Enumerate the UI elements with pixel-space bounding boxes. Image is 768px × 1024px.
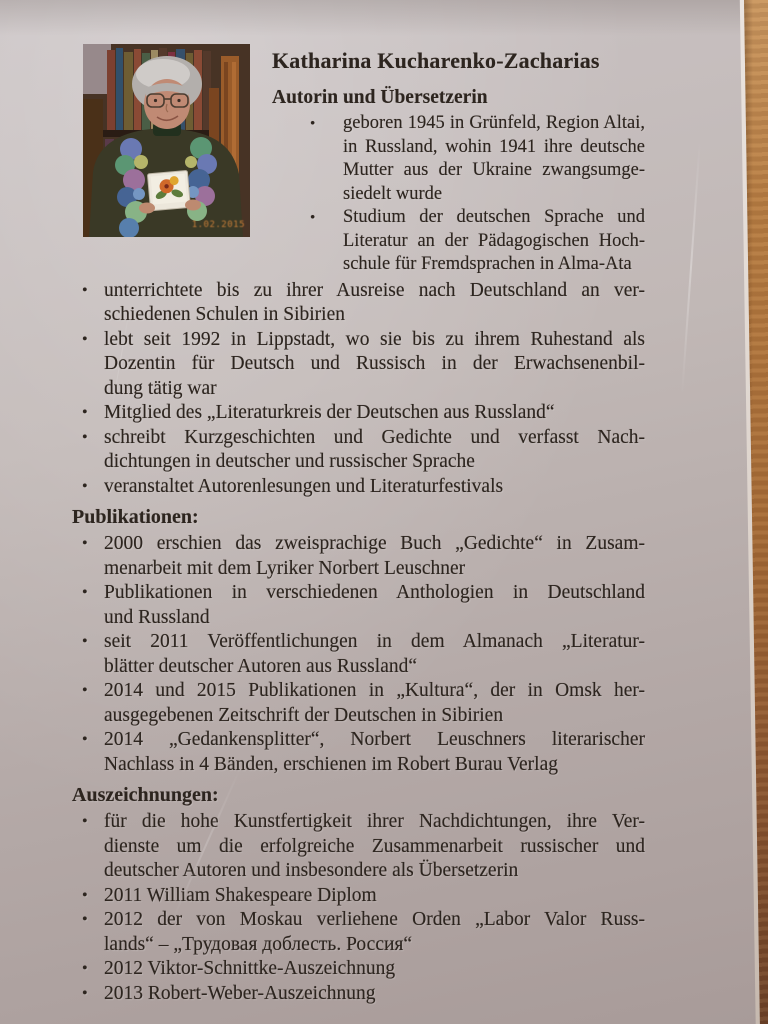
bullet-item [104,328,645,402]
text-line: menarbeit mit dem Lyriker Norbert Leuschner [104,557,466,579]
author-portrait-illustration [83,44,250,237]
text-line: Literatur an der Pädagogischen Hoch- [343,230,645,251]
text-line: • 2012 der von Moskau verliehene Orden „Labor Valor Russ- [104,909,645,930]
text-line: • 2014 und 2015 Publikationen in „Kultura“, der in Omsk her- [104,680,645,701]
scratch-mark [681,140,701,395]
bullet-item [104,279,645,328]
text-line: deutscher Autoren und insbesondere als Übersetzerin [104,860,519,881]
text-line: • veranstaltet Autorenlesungen und Literaturfestivals [104,475,504,497]
bio-list-wide [72,279,645,500]
text-line: Dozentin für Deutsch und Russisch in der Erwachsenenbil- [104,353,645,374]
section-title: Auszeichnungen: [72,784,219,806]
text-line: • lebt seit 1992 in Lippstadt, wo sie bis zu ihrem Ruhestand als [104,328,645,350]
text-line: in Russland, wohin 1941 ihre deutsche [343,136,645,157]
bullet-item [343,206,645,277]
text-line: • Mitglied des „Literaturkreis der Deutschen aus Russland“ [104,402,555,423]
bullet-item [104,532,645,581]
bullet-item [104,581,645,630]
bullet-item [104,475,645,500]
text-line: dichtungen in deutscher und russischer Sprache [104,451,475,472]
text-line: • 2014 „Gedankensplitter“, Norbert Leuschners literarischer [104,729,645,750]
author-name: Katharina Kucharenko-Zacharias [272,48,600,73]
photo-datestamp: 1.02.2015 [191,220,245,230]
author-photo [83,44,250,237]
bullet-item [104,401,645,426]
text-line: Nachlass in 4 Bänden, erschienen im Robert Burau Verlag [104,753,558,775]
header-row [83,44,645,277]
bullet-item [104,982,645,1007]
section-bullet-list [72,532,645,777]
text-line: • seit 2011 Veröffentlichungen in dem Almanach „Literatur- [104,631,645,652]
text-line: • 2000 erschien das zweisprachige Buch „Gedichte“ in Zusam- [104,533,645,554]
text-line: • Publikationen in verschiedenen Anthologien in Deutschland [104,582,645,603]
text-line: dienste um die erfolgreiche Zusammenarbeit russischer und [104,835,645,857]
bullet-item [104,957,645,982]
page-content [72,44,645,1006]
text-line: dung tätig war [104,377,217,399]
text-line: schiedenen Schulen in Sibirien [104,304,345,325]
bullet-item [343,112,645,206]
section-bullet-list [72,810,645,1006]
bullet-item [104,810,645,884]
text-line: • geboren 1945 in Grünfeld, Region Altai, [343,113,645,133]
text-line: • 2012 Viktor-Schnittke-Auszeichnung [104,958,396,979]
text-line: • für die hohe Kunstfertigkeit ihrer Nachdichtungen, ihre Ver- [104,811,645,832]
section-title: Publikationen: [72,506,199,528]
text-line: siedelt wurde [343,183,443,204]
text-line: • 2013 Robert-Weber-Auszeichnung [104,982,376,1004]
bullet-item [104,728,645,777]
bullet-item [104,630,645,679]
text-line: • schreibt Kurzgeschichten und Gedichte und verfasst Nach- [104,426,645,448]
text-line: • 2011 William Shakespeare Diplom [104,884,377,906]
text-line: schule für Fremdsprachen in Alma-Ata [343,254,632,274]
text-line: blätter deutscher Autoren aus Russland“ [104,655,417,677]
header-column [272,44,645,277]
text-line: • Studium der deutschen Sprache und [343,207,645,227]
sections-container [72,505,645,1006]
text-line: • unterrichtete bis zu ihrer Ausreise nach Deutschland an ver- [104,279,645,301]
text-line: lands“ – „Трудовая доблесть. Россия“ [104,933,413,955]
bio-list-narrow [272,112,645,277]
text-line: ausgegebenen Zeitschrift der Deutschen in Sibirien [104,704,504,726]
text-line: Mutter aus der Ukraine zwangsumge- [343,160,645,180]
author-role: Autorin und Übersetzerin [272,87,488,108]
bullet-item [104,908,645,957]
bullet-item [104,679,645,728]
bullet-item [104,426,645,475]
text-line: und Russland [104,606,210,628]
